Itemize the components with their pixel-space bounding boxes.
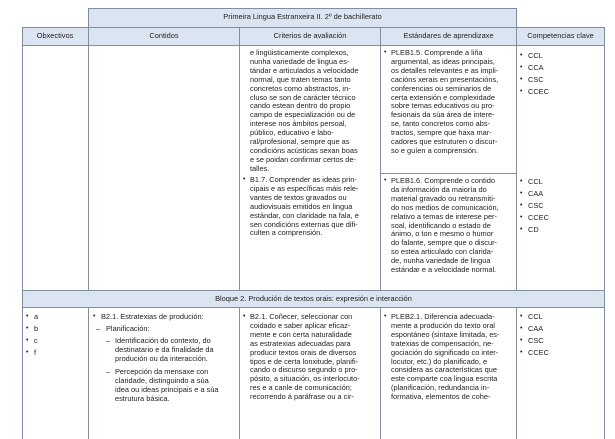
competence-item: CCL	[528, 312, 543, 321]
bullet-icon: •	[520, 202, 523, 209]
bullet-icon: •	[520, 88, 523, 95]
objective-item: f	[34, 348, 37, 357]
competence-item: CCL	[528, 51, 543, 60]
table-border	[22, 27, 23, 439]
bullet-icon: •	[520, 52, 523, 59]
competence-item: CAA	[528, 324, 544, 333]
table-border	[516, 307, 517, 439]
criteria-b1-7: B1.7. Comprender as ideas prin- cipais e as específicas máis rele- vantes de textos gravados ou audiovisuais emitidos en lingua estándar, con claridade na fala, e sen condicións externas que difi- culten a comprensión.	[250, 175, 359, 238]
competence-item: CSC	[528, 336, 544, 345]
table-title: Primeira Lingua Estranxeira II. 2º de bachillerato	[223, 12, 382, 21]
bullet-icon: •	[520, 178, 523, 185]
table-border	[380, 307, 381, 439]
bullet-icon: •	[93, 313, 96, 320]
table-border	[88, 8, 89, 290]
objective-item: a	[34, 312, 39, 321]
bullet-icon: •	[520, 214, 523, 221]
competence-item: CCEC	[528, 348, 549, 357]
table-border	[380, 173, 516, 174]
header-standards: Estándares de aprendizaxe	[403, 31, 494, 40]
bullet-icon: •	[243, 176, 246, 183]
content-subtitle: Planificación:	[106, 324, 150, 333]
bullet-icon: •	[520, 313, 523, 320]
standard-pleb1-6: PLEB1.6. Comprende o contido da información da maioría do material gravado ou retransmiti- do nos medios de comunicación, relativo a temas de interese per- soal, identificando o estado de ánimo, o ton e mesmo o humor do falante, sempre que o discur- so estea articulado con clarida- de, nunha variedade de lingua estándar e a velocidade normal.	[391, 176, 499, 275]
competence-item: CCA	[528, 63, 544, 72]
table-border	[22, 290, 605, 291]
competence-item: CCEC	[528, 87, 549, 96]
table-border	[604, 27, 605, 439]
criteria-text-continued: e lingüisticamente complexos, nunha variedade de lingua es- tándar e articulados a velocidade normal, que traten temas tanto concretos como abstractos, in- cluso se son de carácter técnico cando estean dentro do propio campo de especialización ou de interese nos ámbitos persoal, público, educativo e labo- ral/profesional, sempre que as condicións acústicas sexan boas e se poidan confirmar certos de- talles.	[250, 48, 359, 173]
objective-item: b	[34, 324, 39, 333]
bullet-icon: •	[26, 349, 29, 356]
competence-item: CD	[528, 225, 539, 234]
table-border	[239, 307, 240, 439]
bullet-icon: •	[520, 226, 523, 233]
bullet-icon: •	[520, 349, 523, 356]
bullet-icon: •	[384, 49, 387, 56]
competence-item: CSC	[528, 75, 544, 84]
bullet-icon: •	[520, 64, 523, 71]
objective-item: c	[34, 336, 38, 345]
bullet-icon: •	[26, 313, 29, 320]
bullet-icon: •	[384, 177, 387, 184]
standard-pleb2-1: PLEB2.1. Diferencia adecuada- mente a produción do texto oral espontáneo (sintaxe limitada, es- tratexias de compensación, ne- gociación do significado co inter- locutor, etc.) do planificado, e considera as características que este comparte coa lingua escrita (planificación, redundancia in- formativa, elementos de cohe-	[391, 312, 500, 402]
competence-item: CCL	[528, 177, 543, 186]
table-border	[22, 45, 605, 46]
competence-item: CSC	[528, 201, 544, 210]
table-border	[22, 27, 605, 28]
bullet-icon: •	[384, 313, 387, 320]
table-border	[380, 27, 381, 290]
dash-icon: –	[96, 324, 101, 333]
bullet-icon: •	[26, 337, 29, 344]
header-objectives: Obxectivos	[36, 31, 74, 40]
dash-icon: –	[106, 336, 111, 345]
content-item-1: Identificación do contexto, do destinatario e da finalidade da produción ou da interacción.	[115, 336, 214, 363]
bullet-icon: •	[520, 325, 523, 332]
table-border	[239, 27, 240, 290]
header-criteria: Criterios de avaliación	[273, 31, 347, 40]
bullet-icon: •	[26, 325, 29, 332]
table-border	[88, 8, 517, 9]
bullet-icon: •	[520, 76, 523, 83]
standard-pleb1-5: PLEB1.5. Comprende a liña argumental, as ideas principais, os detalles relevantes e as impli- cacións xerais en presentacións, conferencias ou seminarios de certa extensión e complexidade sobre temas educativos ou pro- fesionais da súa área de intere- se, tanto concretos como abs- tractos, sempre que haxa mar- cadores que estruturen o discur- so e guíen a comprensión.	[391, 48, 499, 155]
table-border	[516, 8, 517, 290]
header-competences: Competencias clave	[527, 31, 594, 40]
competence-item: CAA	[528, 189, 544, 198]
content-title: B2.1. Estratexias de produción:	[101, 312, 204, 321]
table-border	[22, 307, 605, 308]
content-item-2: Percepción da mensaxe con claridade, distinguindo a súa idea ou ideas principais e a súa estrutura básica.	[115, 367, 219, 403]
table-border	[88, 307, 89, 439]
dash-icon: –	[106, 367, 111, 376]
header-contents: Contidos	[149, 31, 179, 40]
bullet-icon: •	[520, 190, 523, 197]
criteria-b2-1: B2.1. Coñecer, seleccionar con coidado e saber aplicar eficaz- mente e con certa naturalidade as estratexias adecuadas para producir textos orais de diversos tipos e de certa lonxitude, planifi- cando o discurso segundo o pro- pósito, a situación, os interlocuto- res e a canle de comunicación; recorrendo á paráfrase ou a cir-	[250, 312, 360, 402]
bullet-icon: •	[520, 337, 523, 344]
block2-title: Bloque 2. Produción de textos orais: expresión e interacción	[215, 294, 412, 303]
bullet-icon: •	[243, 313, 246, 320]
competence-item: CCEC	[528, 213, 549, 222]
